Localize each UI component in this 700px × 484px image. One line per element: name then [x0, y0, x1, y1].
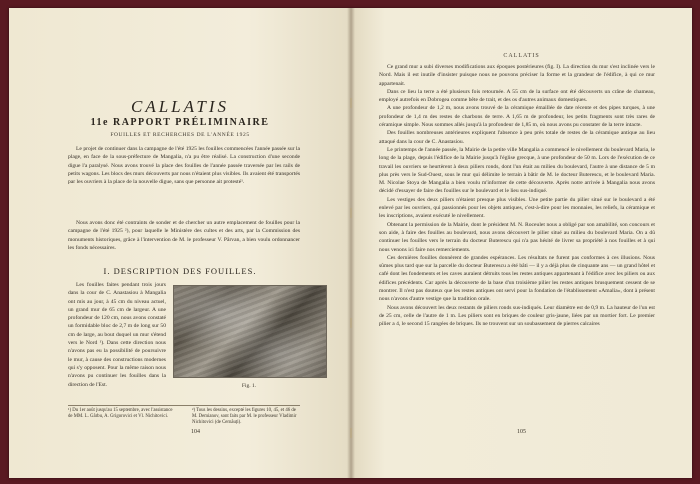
article-subsubtitle: FOUILLES ET RECHERCHES DE L'ANNÉE 1925 [110, 132, 250, 138]
excavation-photo [173, 285, 327, 378]
figure-caption: Fig. 1. [241, 383, 257, 389]
right-paragraph: Nous avons découvert les deux restants de piliers ronds sus-indiqués. Leur diamètre est de 0,9 m. La hauteur de l'un est de 25 cm, celle de l'autre de 1 m. Les piliers sont en briques de couleur gris-jaune, liées par un mortier fort. Le premier pilier a 4, le second 15 rangées de briques. Ils ne trouvent sur un soubassement de pierres calcaires [379, 304, 655, 328]
right-paragraph: Dans ce lieu la terre a été plusieurs fois retournée. A 55 cm de la surface ont été découverts un crâne de chameau, employé autrefois en Dobrogea comme bête de trait, et des os d'autres animaux domestiques. [379, 88, 655, 104]
running-head: CALLATIS [503, 53, 540, 59]
right-paragraph: Ces dernières fouilles donnèrent de grandes espérances. Les résultats ne furent pas conformes à ces illusions. Nous sûmes plus tard que sur la parcelle du docteur Buterescu a été bâti — il y a déjà plus de cinquante ans — un grand hôtel et café dont les fondements et les caves auraient détruits tous les restes antiques appartenant à l'édifice avec les piliers ou aux édifices précédents. Car après la découverte de la base d'un troisième pilier les restes antiques brusquement cessent de se montrer. Il n'est pas douteux que les restes antiques ont servi pour la fondation de l'établissement «Amalia», dont à présent nous n'avons d'autre vestige que la tradition orale. [379, 254, 655, 303]
right-page [351, 8, 692, 478]
page-number-right: 105 [517, 429, 526, 435]
intro-paragraph: Le projet de continuer dans la campagne de l'été 1925 les fouilles commencées l'année passée sur la plage, en face de la sous-préfecture de Mangalia, n'a pu être réalisé. La construction d'une seconde digue l'a paralysé. Nous avons trouvé la place des fouilles de l'année passée traversée par les rails de petits wagons. Les blocs des murs découverts par nous n'étaient plus visibles. Ils avaient été transportés par les ouvriers à la place de la nouvelle digue, sans que personne ait protesté¹. [68, 146, 300, 186]
book-gutter [347, 8, 355, 478]
section-heading: I. DESCRIPTION DES FOUILLES. [103, 266, 257, 276]
binding-stitch [350, 208, 352, 218]
left-page [9, 8, 351, 478]
right-paragraph: Les vestiges des deux piliers n'étaient presque plus visibles. Une petite partie du pilier situé sur le boulevard a été enlevé par les ouvriers, qui passionnés pour les objets antiques, c'est-à-dire pour les monnaies, les reliefs, la céramique et les inscriptions, avaient exécuté le nivellement. [379, 196, 655, 220]
right-paragraph: Obtenant la permission de la Mairie, dont le président M. N. Roceulet nous a obligé par son amabilité, son concours et son aide, à faire des fouilles au boulevard, nous avons découvert le pilier situé au milieu du boulevard Maria. On a dû continuer les fouilles vers le terrain du docteur Buterescu qui n'a pas hésité de livrer sa propriété à nos fouilles et à qui nous venons ici faire nos remerciements. [379, 221, 655, 253]
second-paragraph: Nous avons donc été contraints de sonder et de chercher un autre emplacement de fouilles pour la campagne de l'été 1925 ²), pour laquelle le Ministère des cultes et des arts, par la Commission des monuments historiques, grâce à l'intervention de M. le professeur V. Pârvan, a bien voulu ordonnancer les fonds nécessaires. [68, 220, 300, 251]
right-text-column [379, 63, 655, 425]
page-number-left: 104 [191, 429, 200, 435]
article-subtitle: 11e RAPPORT PRÉLIMINAIRE [90, 117, 270, 128]
right-paragraph: Le printemps de l'année passée, la Mairie de la petite ville Mangalia a commencé le nivellement du boulevard Maria, le long de la plage, depuis l'édifice de la Mairie jusqu'à l'église grecque, à une profondeur de 50 m. Lors de l'exécution de ce travail les ouvriers se heurtèrent à deux piliers ronds, dont l'un était au milieu du boulevard, l'autre à une distance de 5 m plus près vers le Sud-Ouest, sous le mur qui délimite le terrain à bâtir de M. le docteur Buterescu, et le boulevard Maria. M. Nicolae Stoya de Mangalia a bien voulu m'informer de cette découverte. Après notre arrivée à Mangalia nous avons décidé d'essayer de faire des fouilles sur le boulevard et le lieu sus-indiqué. [379, 146, 655, 195]
right-paragraph: Des fouilles nombreuses antérieures expliquent l'absence à peu près totale de restes de la céramique antique au lieu attaqué dans la cour de C. Anastasiou. [379, 130, 655, 145]
footnote-rule [68, 405, 300, 406]
binding-stitch [350, 98, 352, 108]
right-paragraph: A une profondeur de 1,2 m, nous avons trouvé de la céramique émaillée de date récente et des pipes turques, à une profondeur de 1,4 m des restes de charbons de terre. A 1,65 m de profondeur, les petits fragments sont très rares de céramique simple. Nous sommes allés jusqu'à la profondeur de 1,85 m, où nous avons pu constater de la terre intacte. [379, 105, 655, 129]
book-spread [9, 8, 692, 478]
right-paragraph: Ce grand mur a subi diverses modifications aux époques postérieures (fig. I). La direction du mur s'est inclinée vers le Nord. Mais il est inutile d'insister puisque nous ne pouvons préciser la forme et la grandeur de l'édifice, à qui ce mur appartenait. [379, 64, 655, 87]
footnote-left: ¹) Du 1er août jusqu'au 15 septembre, avec l'assistance de MM. L. Gârbu, A. Grigorovici et Vl. Nichitovici. [68, 408, 173, 420]
binding-stitch [350, 428, 352, 438]
footnote-right: ²) Tous les dessins, excepté les figures 10, 45, et 46 de M. Demianov, sont faits par M. le professeur Vladimir Nichitovici (de Cernăuți). [192, 408, 297, 426]
section-paragraph: Les fouilles faites pendant trois jours dans la cour de C. Anastasiou à Mangalia ont mis au jour, à 45 cm du niveau actuel, un grand mur de 65 cm de largeur. A une profondeur de 120 cm, nous avons constaté un formidable bloc de 2,7 m de long sur 50 cm de large, au bout duquel un mur s'étend vers le Nord ¹). Dans cette direction nous n'avons pas eu la possibilité de poursuivre le mur, à cause des constructions modernes qui s'y opposent. Pour la même raison nous n'avons pu continuer les fouilles dans la direction de l'Est. [68, 282, 166, 388]
binding-stitch [350, 318, 352, 328]
article-title: CALLATIS [130, 97, 229, 116]
